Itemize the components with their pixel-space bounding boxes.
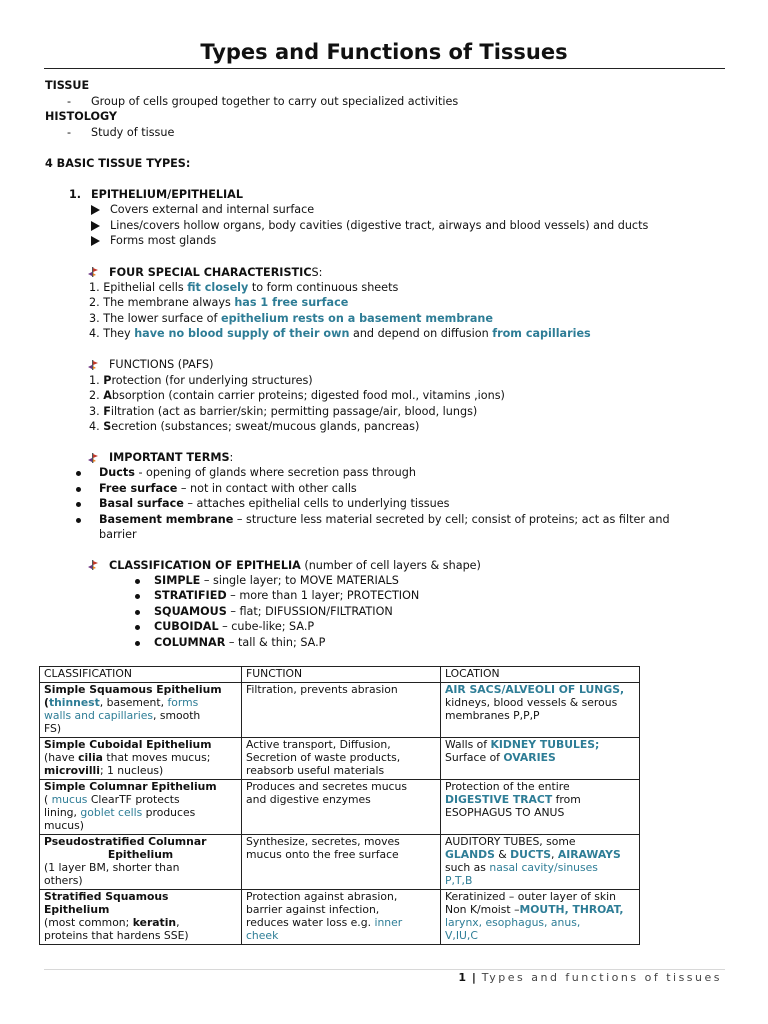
flag-bullet-icon xyxy=(88,560,98,570)
bullet-icon xyxy=(76,502,81,507)
table-cell: Stratified Squamous Epithelium (most common; keratin, proteins that hardens SSE) xyxy=(40,890,242,945)
table-row xyxy=(40,780,640,835)
epithelium-point: Covers external and internal surface xyxy=(91,203,314,217)
table-cell: Simple Squamous Epithelium (thinnest, basement, forms walls and capillaries, smooth FS) xyxy=(40,683,242,738)
table-cell: Produces and secretes mucus and digestive enzymes xyxy=(242,780,441,835)
term-item: Basal surface – attaches epithelial cells to underlying tissues xyxy=(76,497,449,511)
special-item: 2. The membrane always has 1 free surface xyxy=(89,296,349,309)
bullet-icon xyxy=(76,518,81,523)
function-item: 4. Secretion (substances; sweat/mucous glands, pancreas) xyxy=(89,420,420,433)
arrow-bullet-icon xyxy=(91,221,100,231)
functions-heading: FUNCTIONS (PAFS) xyxy=(109,358,214,371)
classification-heading: CLASSIFICATION OF EPITHELIA (number of cell layers & shape) xyxy=(109,559,481,572)
title-underline xyxy=(44,68,725,69)
bullet-icon xyxy=(135,594,140,599)
term-item: Free surface – not in contact with other calls xyxy=(76,482,357,496)
table-row xyxy=(40,738,640,780)
basic-tissue-types-heading: 4 BASIC TISSUE TYPES: xyxy=(45,157,191,170)
table-cell: AIR SACS/ALVEOLI OF LUNGS, kidneys, blood vessels & serous membranes P,P,P xyxy=(441,683,640,738)
tissue-dash: - xyxy=(67,95,72,108)
footer-text: Types and functions of tissues xyxy=(481,971,722,984)
bullet-icon xyxy=(135,641,140,646)
histology-heading: HISTOLOGY xyxy=(45,110,118,123)
classification-item: SQUAMOUS – flat; DIFUSSION/FILTRATION xyxy=(135,605,393,619)
epithelium-number: 1. xyxy=(69,188,82,201)
function-item: 3. Filtration (act as barrier/skin; permitting passage/air, blood, lungs) xyxy=(89,405,478,418)
term-item-wrap: barrier xyxy=(99,528,137,541)
table-header-cell: FUNCTION xyxy=(242,667,441,683)
tissue-heading: TISSUE xyxy=(45,79,90,92)
function-item: 1. Protection (for underlying structures) xyxy=(89,374,313,387)
table-cell: Protection of the entire DIGESTIVE TRACT from ESOPHAGUS TO ANUS xyxy=(441,780,640,835)
bullet-icon xyxy=(135,625,140,630)
special-item: 4. They have no blood supply of their own and depend on diffusion from capillaries xyxy=(89,327,591,340)
term-item: Ducts - opening of glands where secretion pass through xyxy=(76,466,416,480)
tissue-definition: Group of cells grouped together to carry out specialized activities xyxy=(91,95,459,108)
arrow-bullet-icon xyxy=(91,205,100,215)
special-characteristics-heading: FOUR SPECIAL CHARACTERISTICS: xyxy=(109,266,323,279)
table-row xyxy=(40,683,640,738)
table-header-cell: CLASSIFICATION xyxy=(40,667,242,683)
term-item: Basement membrane – structure less material secreted by cell; consist of proteins; act as filter and xyxy=(76,513,670,527)
page-footer: 1 | Types and functions of tissues xyxy=(458,971,722,984)
classification-item: COLUMNAR – tall & thin; SA.P xyxy=(135,636,325,650)
table-cell: Filtration, prevents abrasion xyxy=(242,683,441,738)
table-header-row xyxy=(40,667,640,683)
table-cell: Synthesize, secretes, moves mucus onto the free surface xyxy=(242,835,441,890)
bullet-icon xyxy=(135,579,140,584)
important-terms-heading: IMPORTANT TERMS: xyxy=(109,451,234,464)
flag-bullet-icon xyxy=(88,360,98,370)
histology-dash: - xyxy=(67,126,72,139)
flag-bullet-icon xyxy=(88,453,98,463)
table-cell: Simple Columnar Epithelium ( mucus ClearTF protects lining, goblet cells produces mucus) xyxy=(40,780,242,835)
function-item: 2. Absorption (contain carrier proteins; digested food mol., vitamins ,ions) xyxy=(89,389,505,402)
classification-item: CUBOIDAL – cube-like; SA.P xyxy=(135,620,314,634)
classification-item: SIMPLE – single layer; to MOVE MATERIALS xyxy=(135,574,399,588)
special-item: 1. Epithelial cells fit closely to form continuous sheets xyxy=(89,281,399,294)
bullet-icon xyxy=(76,487,81,492)
bullet-icon xyxy=(76,471,81,476)
table-row xyxy=(40,890,640,945)
histology-definition: Study of tissue xyxy=(91,126,175,139)
table-cell: AUDITORY TUBES, some GLANDS & DUCTS, AIRAWAYS such as nasal cavity/sinuses P,T,B xyxy=(441,835,640,890)
table-row xyxy=(40,835,640,890)
epithelium-point: Forms most glands xyxy=(91,234,216,248)
bullet-icon xyxy=(135,610,140,615)
epithelia-table xyxy=(39,666,640,945)
page-title: Types and Functions of Tissues xyxy=(200,40,568,64)
table-cell: Active transport, Diffusion, Secretion of waste products, reabsorb useful materials xyxy=(242,738,441,780)
table-cell: Simple Cuboidal Epithelium (have cilia that moves mucus; microvilli; 1 nucleus) xyxy=(40,738,242,780)
epithelium-point: Lines/covers hollow organs, body cavities (digestive tract, airways and blood vessels) and ducts xyxy=(91,219,648,233)
arrow-bullet-icon xyxy=(91,236,100,246)
table-cell: Pseudostratified Columnar Epithelium (1 layer BM, shorter than others) xyxy=(40,835,242,890)
classification-item: STRATIFIED – more than 1 layer; PROTECTION xyxy=(135,589,419,603)
table-header-cell: LOCATION xyxy=(441,667,640,683)
special-item: 3. The lower surface of epithelium rests on a basement membrane xyxy=(89,312,493,325)
table-cell: Walls of KIDNEY TUBULES; Surface of OVARIES xyxy=(441,738,640,780)
epithelium-heading: EPITHELIUM/EPITHELIAL xyxy=(91,188,243,201)
footer-divider xyxy=(44,969,725,970)
page-number: 1 xyxy=(458,971,468,984)
flag-bullet-icon xyxy=(88,267,98,277)
table-cell: Protection against abrasion, barrier against infection, reduces water loss e.g. inner cheek xyxy=(242,890,441,945)
table-cell: Keratinized – outer layer of skin Non K/moist –MOUTH, THROAT, larynx, esophagus, anus, V,IU,C xyxy=(441,890,640,945)
